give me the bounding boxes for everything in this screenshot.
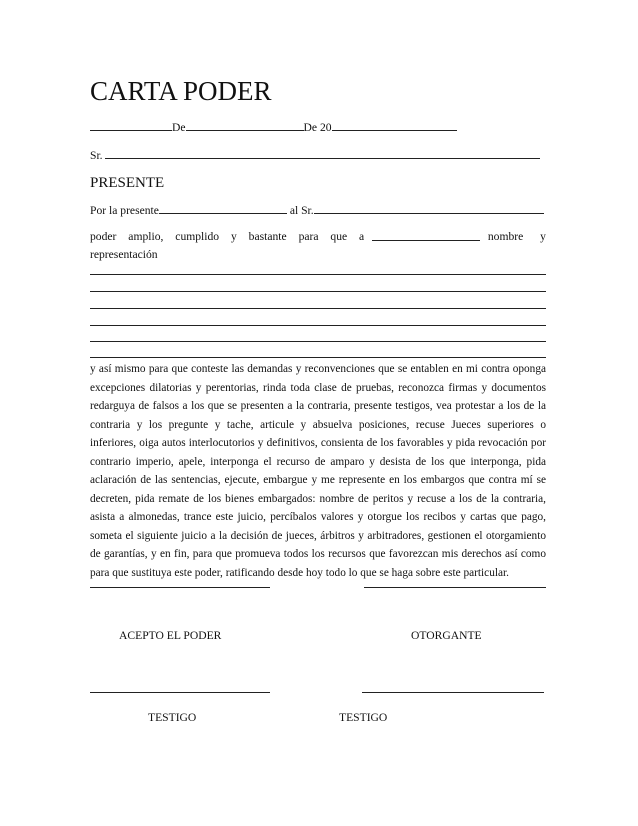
blank-line[interactable] xyxy=(90,341,546,342)
por-la-presente-line xyxy=(90,203,544,217)
year-label: De 20 xyxy=(303,121,332,134)
testigo1-signature-line[interactable] xyxy=(90,692,270,693)
sr-label: Sr. xyxy=(90,149,103,162)
testigo1-label: TESTIGO xyxy=(148,711,197,724)
grantor-blank[interactable] xyxy=(159,203,287,214)
paragraph-line: asista a almonedas, trance este juicio, percíbalos valores y otorgue los recibos y cartas que pago, xyxy=(90,511,546,523)
de-label: De xyxy=(172,121,186,134)
paragraph-line: aclaración de las sentencias, ejecute, embargue y me represente en los embargos que contra mí se xyxy=(90,474,546,486)
month-blank[interactable] xyxy=(186,120,304,131)
poder-text: poder amplio, cumplido y bastante para que a xyxy=(90,230,365,243)
paragraph-line: someta el siguiente juicio a la decisión de jueces, árbitros y arbitradores, gestionen el otorgamiento xyxy=(90,530,546,542)
year-blank[interactable] xyxy=(332,120,457,131)
acepto-label: ACEPTO EL PODER xyxy=(119,629,222,642)
blank-line[interactable] xyxy=(90,308,546,309)
poder-line xyxy=(90,230,546,243)
blank-line[interactable] xyxy=(90,357,546,358)
day-blank[interactable] xyxy=(90,120,172,131)
paragraph-line: contrario imperio, apele, interponga el recurso de amparo y desista de los que interponga, pida xyxy=(90,456,546,468)
blank-line[interactable] xyxy=(90,274,546,275)
testigo2-signature-line[interactable] xyxy=(362,692,544,693)
sr-line xyxy=(90,148,540,162)
paragraph-line: inferiores, oiga autos interlocutorios y definitivos, consienta de los favorables y pida revocación por xyxy=(90,437,546,449)
presente-heading: PRESENTE xyxy=(90,175,165,191)
blank-line[interactable] xyxy=(90,291,546,292)
paragraph-line: de garantías, y en fin, para que promueva todos los recursos que favorezcan mis derechos así como xyxy=(90,548,546,560)
por-la-presente-label: Por la presente xyxy=(90,204,159,217)
date-line xyxy=(90,120,457,134)
representacion-text: representación xyxy=(90,248,158,261)
paragraph-line: excepciones dilatorias y perentorias, rinda toda clase de pruebas, reconozca firmas y documentos xyxy=(90,382,546,394)
attorney-blank[interactable] xyxy=(314,203,544,214)
sr-blank[interactable] xyxy=(105,148,540,159)
acepto-signature-line[interactable] xyxy=(90,587,270,588)
al-sr-label: al Sr. xyxy=(289,204,314,217)
paragraph-line: para que sustituya este poder, ratificando desde hoy todo lo que se haga sobre este particular. xyxy=(90,567,509,579)
paragraph-line: contraria y los pregunte y tache, articule y absuelva posiciones, recuse Jueces superiores o xyxy=(90,419,546,431)
otorgante-label: OTORGANTE xyxy=(411,629,482,642)
testigo2-label: TESTIGO xyxy=(339,711,388,724)
paragraph-line: redarguya de falsos a los que se presenten a la contraria, presente testigos, vea protestar a los de la xyxy=(90,400,546,412)
nombre-text: nombre y xyxy=(487,230,546,243)
paragraph-line: y así mismo para que conteste las demandas y reconvenciones que se entablen en mi contra oponga xyxy=(90,363,546,375)
name-blank[interactable] xyxy=(372,230,480,241)
blank-line[interactable] xyxy=(90,325,546,326)
paragraph-line: decreten, pida remate de los bienes embargados: nombre de peritos y recuse a los de la contraria, xyxy=(90,493,546,505)
document-title: CARTA PODER xyxy=(90,76,272,106)
otorgante-signature-line[interactable] xyxy=(364,587,546,588)
